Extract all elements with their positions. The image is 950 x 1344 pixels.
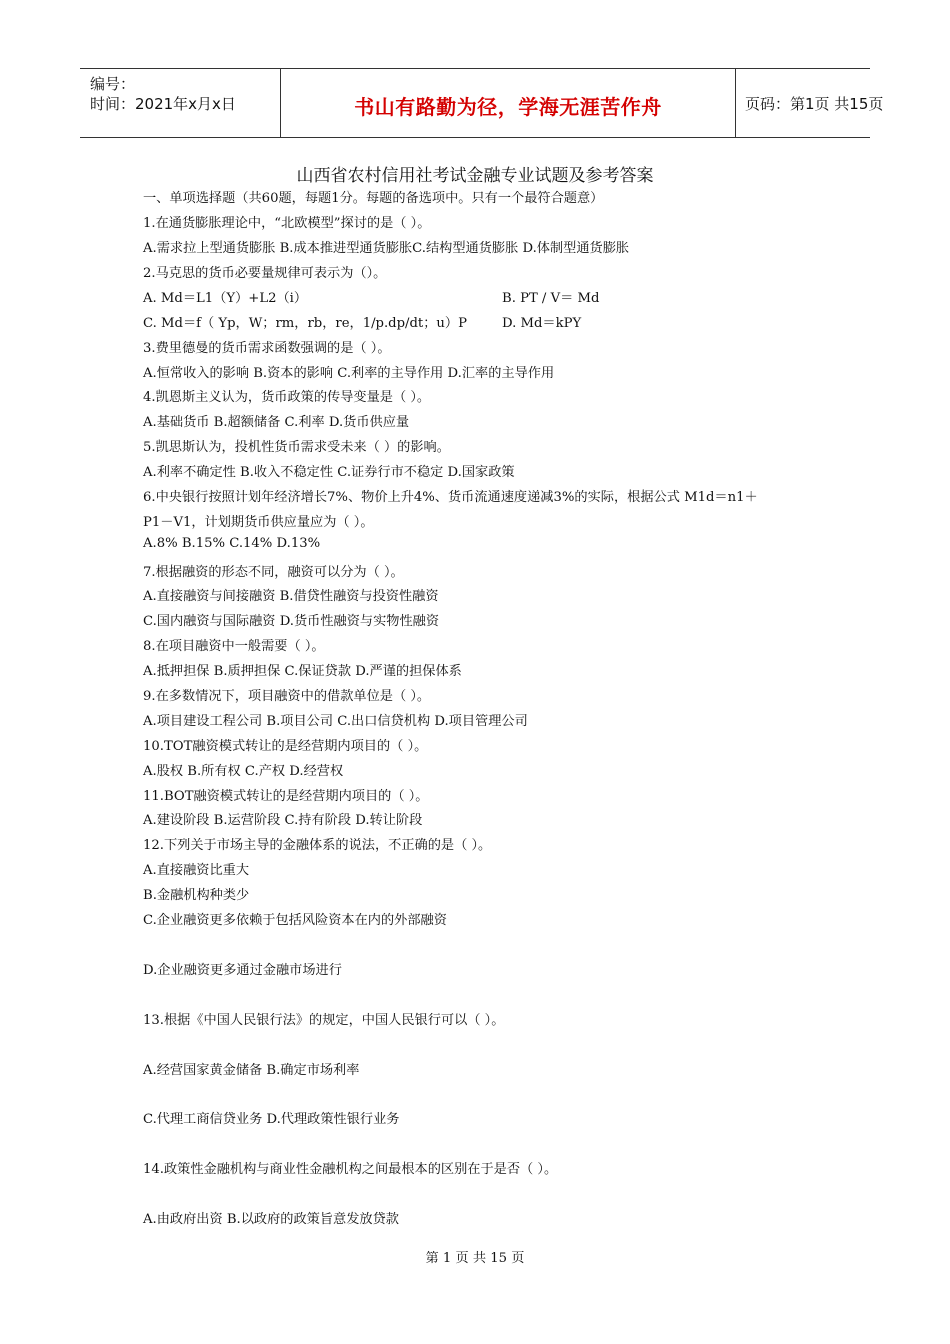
question-line: 1.在通货膨胀理论中，“北欧模型”探讨的是（ ）。 <box>143 216 431 231</box>
header-left-cell <box>80 69 280 137</box>
option-line: C. Md＝f（ Yp，W；rm，rb，re，1/p.dp/dt；u）P <box>143 316 467 331</box>
question-line: 8.在项目融资中一般需要（ ）。 <box>143 639 325 654</box>
question-line: 10.TOT融资模式转让的是经营期内项目的（ ）。 <box>143 739 428 754</box>
header-page-cell <box>735 69 884 137</box>
option-line: A.经营国家黄金储备 B.确定市场利率 <box>143 1063 360 1078</box>
motto-text: 书山有路勤为径，学海无涯苦作舟 <box>354 95 662 119</box>
option-line: A.建设阶段 B.运营阶段 C.持有阶段 D.转让阶段 <box>143 813 423 828</box>
page-footer: 第 1 页 共 15 页 <box>425 1251 525 1266</box>
option-line: A.项目建设工程公司 B.项目公司 C.出口信贷机构 D.项目管理公司 <box>143 714 528 729</box>
option-line: A.抵押担保 B.质押担保 C.保证贷款 D.严谨的担保体系 <box>143 664 462 679</box>
question-line: 7.根据融资的形态不同，融资可以分为（ ）。 <box>143 565 404 580</box>
question-line: P1－V1，计划期货币供应量应为（ ）。 <box>143 515 374 530</box>
option-line: D. Md＝kPY <box>502 316 582 331</box>
option-line: C.企业融资更多依赖于包括风险资本在内的外部融资 <box>143 913 447 928</box>
header-table <box>80 68 884 138</box>
option-line: B. PT / V＝ Md <box>502 291 600 306</box>
option-line: A.直接融资与间接融资 B.借贷性融资与投资性融资 <box>143 589 439 604</box>
header-motto-cell <box>280 69 736 137</box>
option-line: A.基础货币 B.超额储备 C.利率 D.货币供应量 <box>143 415 410 430</box>
question-line: 6.中央银行按照计划年经济增长7%、物价上升4%、货币流通速度递减3%的实际，根据公式 M1d＝n1＋ <box>143 490 758 505</box>
option-line: A.直接融资比重大 <box>143 863 250 878</box>
question-line: 5.凯思斯认为，投机性货币需求受未来（ ）的影响。 <box>143 440 450 455</box>
option-line: A. Md＝L1（Y）+L2（i） <box>143 291 308 306</box>
option-line: A.恒常收入的影响 B.资本的影响 C.利率的主导作用 D.汇率的主导作用 <box>143 366 555 381</box>
question-line: 12.下列关于市场主导的金融体系的说法，不正确的是（ ）。 <box>143 838 492 853</box>
question-line: 9.在多数情况下，项目融资中的借款单位是（ ）。 <box>143 689 431 704</box>
option-line: A.股权 B.所有权 C.产权 D.经营权 <box>143 764 344 779</box>
option-line: C.国内融资与国际融资 D.货币性融资与实物性融资 <box>143 614 440 629</box>
question-line: 3.费里德曼的货币需求函数强调的是（ ）。 <box>143 341 391 356</box>
option-line: B.金融机构种类少 <box>143 888 250 903</box>
question-line: 2.马克思的货币必要量规律可表示为（）。 <box>143 266 387 281</box>
date-label: 时间：2021年x月x日 <box>90 95 236 113</box>
option-line: A.由政府出资 B.以政府的政策旨意发放贷款 <box>143 1212 399 1227</box>
option-line: A.需求拉上型通货膨胀 B.成本推进型通货膨胀C.结构型通货膨胀 D.体制型通货膨胀 <box>143 241 630 256</box>
option-line: A.8% B.15% C.14% D.13% <box>143 536 321 551</box>
question-line: 4.凯恩斯主义认为，货币政策的传导变量是（ ）。 <box>143 390 431 405</box>
question-line: 14.政策性金融机构与商业性金融机构之间最根本的区别在于是否（ ）。 <box>143 1162 558 1177</box>
option-line: C.代理工商信贷业务 D.代理政策性银行业务 <box>143 1112 400 1127</box>
document-title: 山西省农村信用社考试金融专业试题及参考答案 <box>296 166 654 186</box>
question-line: 13.根据《中国人民银行法》的规定，中国人民银行可以（ ）。 <box>143 1013 505 1028</box>
option-line: D.企业融资更多通过金融市场进行 <box>143 963 342 978</box>
question-line: 11.BOT融资模式转让的是经营期内项目的（ ）。 <box>143 789 429 804</box>
option-line: A.利率不确定性 B.收入不稳定性 C.证券行市不稳定 D.国家政策 <box>143 465 515 480</box>
page-info: 页码：第1页 共15页 <box>745 95 884 113</box>
number-label: 编号： <box>90 75 136 93</box>
section-heading: 一、单项选择题（共60题，每题1分。每题的备选项中。只有一个最符合题意） <box>143 191 604 206</box>
